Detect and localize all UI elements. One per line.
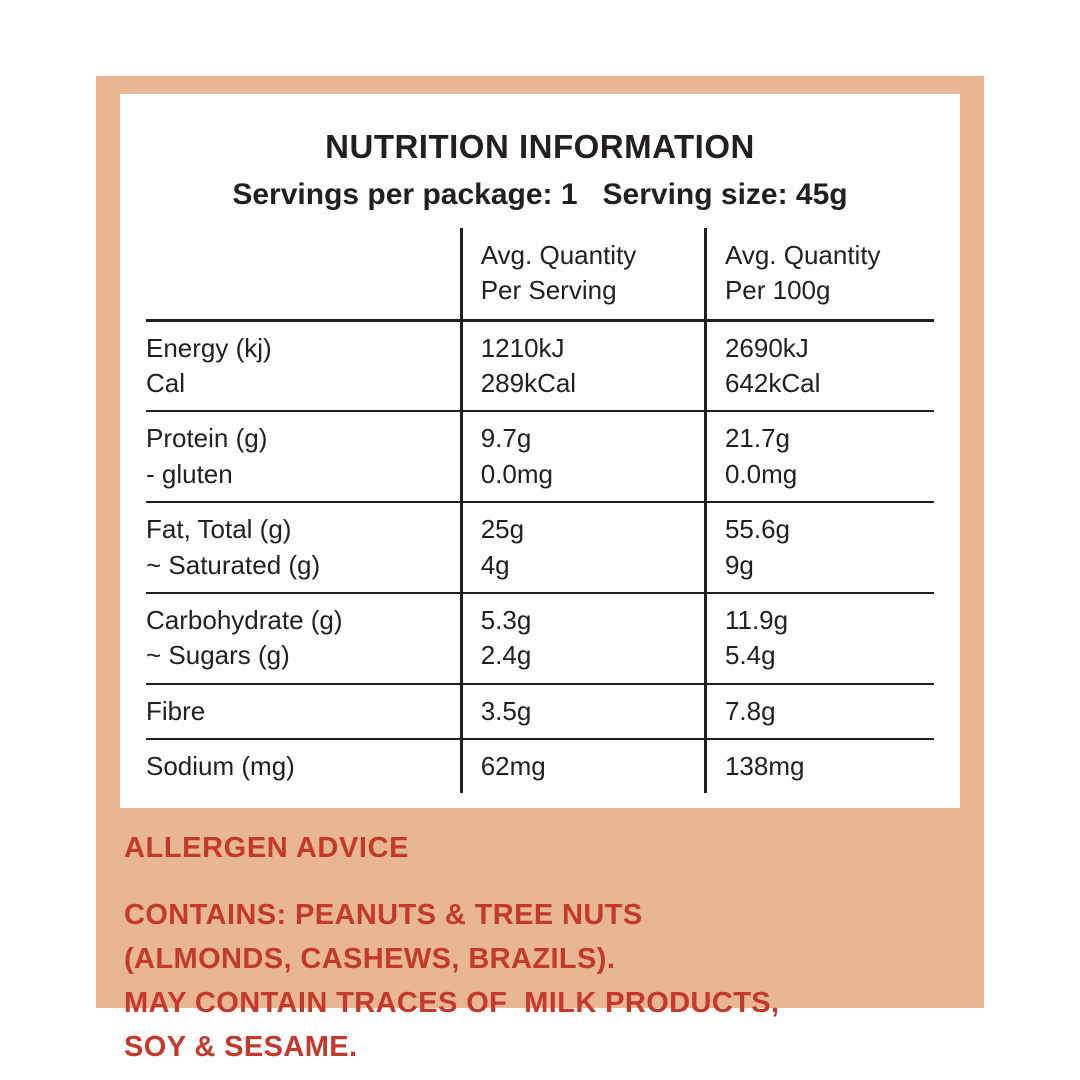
allergen-line: SOY & SESAME. — [124, 1031, 358, 1064]
row-label-line: ~ Saturated (g) — [146, 549, 321, 580]
header-per-serving-line1: Avg. Quantity — [480, 240, 637, 270]
row-value-sodium-per-100g — [705, 739, 934, 793]
row-value-line: 9.7g — [480, 423, 532, 454]
row-label-line: Fibre — [146, 695, 206, 726]
row-value-line: 0.0mg — [480, 458, 553, 489]
row-label-carbohydrate — [146, 593, 461, 684]
header-per-100g-line1: Avg. Quantity — [724, 240, 881, 270]
row-label-fibre — [146, 684, 461, 739]
row-value-line: 5.4g — [724, 640, 776, 671]
row-label-sodium — [146, 739, 461, 793]
row-value-sodium-per-serving — [461, 739, 705, 793]
row-value-fat-per-serving — [461, 502, 705, 593]
row-value-energy-per-serving — [461, 320, 705, 411]
allergen-advice-section — [124, 832, 954, 1069]
row-label-energy — [146, 320, 461, 411]
row-label-fat — [146, 502, 461, 593]
row-value-carbohydrate-per-100g — [705, 593, 934, 684]
row-value-fibre-per-100g — [705, 684, 934, 739]
allergen-line: MAY CONTAIN TRACES OF MILK PRODUCTS, — [124, 987, 780, 1020]
row-label-protein — [146, 411, 461, 502]
table-row — [146, 411, 934, 502]
row-value-line: 9g — [724, 549, 754, 580]
row-label-line: Carbohydrate (g) — [146, 604, 343, 635]
nutrition-panel — [96, 76, 984, 1064]
row-value-fat-per-100g — [705, 502, 934, 593]
allergen-advice-body — [124, 893, 954, 1069]
row-label-line: Protein (g) — [146, 423, 268, 454]
table-header-row — [146, 228, 934, 320]
row-value-line: 4g — [480, 549, 510, 580]
table-row — [146, 684, 934, 739]
row-value-line: 289kCal — [480, 368, 577, 399]
servings-line: Servings per package: 1 Serving size: 45g — [232, 178, 848, 211]
row-label-line: Energy (kj) — [146, 332, 272, 363]
row-label-line: Cal — [146, 368, 186, 399]
row-value-protein-per-100g — [705, 411, 934, 502]
row-value-line: 2.4g — [480, 640, 532, 671]
allergen-line: (ALMONDS, CASHEWS, BRAZILS). — [124, 943, 616, 976]
nutrition-table — [146, 228, 934, 793]
header-per-serving — [461, 228, 705, 320]
row-label-line: Sodium (mg) — [146, 750, 295, 781]
row-value-line: 0.0mg — [724, 458, 798, 489]
row-value-line: 55.6g — [724, 514, 791, 545]
row-value-line: 3.5g — [480, 695, 532, 726]
header-blank — [146, 228, 461, 320]
row-value-line: 642kCal — [724, 368, 821, 399]
allergen-advice-title: ALLERGEN ADVICE — [124, 832, 410, 864]
row-value-line: 1210kJ — [480, 332, 565, 363]
table-row — [146, 739, 934, 793]
header-per-100g — [705, 228, 934, 320]
row-value-line: 2690kJ — [724, 332, 809, 363]
row-value-carbohydrate-per-serving — [461, 593, 705, 684]
row-value-line: 21.7g — [724, 423, 791, 454]
table-row — [146, 320, 934, 411]
row-value-energy-per-100g — [705, 320, 934, 411]
allergen-line: CONTAINS: PEANUTS & TREE NUTS — [124, 899, 643, 931]
row-value-line: 11.9g — [724, 604, 789, 635]
row-value-line: 25g — [480, 514, 525, 545]
row-value-line: 62mg — [480, 750, 546, 781]
row-value-line: 5.3g — [480, 604, 532, 635]
row-value-fibre-per-serving — [461, 684, 705, 739]
row-label-line: ~ Sugars (g) — [146, 640, 290, 671]
row-value-line: 7.8g — [724, 695, 776, 726]
header-per-100g-line2: Per 100g — [724, 275, 831, 306]
table-row — [146, 502, 934, 593]
table-row — [146, 593, 934, 684]
row-value-protein-per-serving — [461, 411, 705, 502]
nutrition-information-card — [120, 94, 960, 808]
row-label-line: - gluten — [146, 458, 233, 489]
row-label-line: Fat, Total (g) — [146, 514, 292, 545]
row-value-line: 138mg — [724, 750, 805, 781]
nutrition-title: NUTRITION INFORMATION — [325, 128, 755, 165]
header-per-serving-line2: Per Serving — [480, 275, 617, 306]
